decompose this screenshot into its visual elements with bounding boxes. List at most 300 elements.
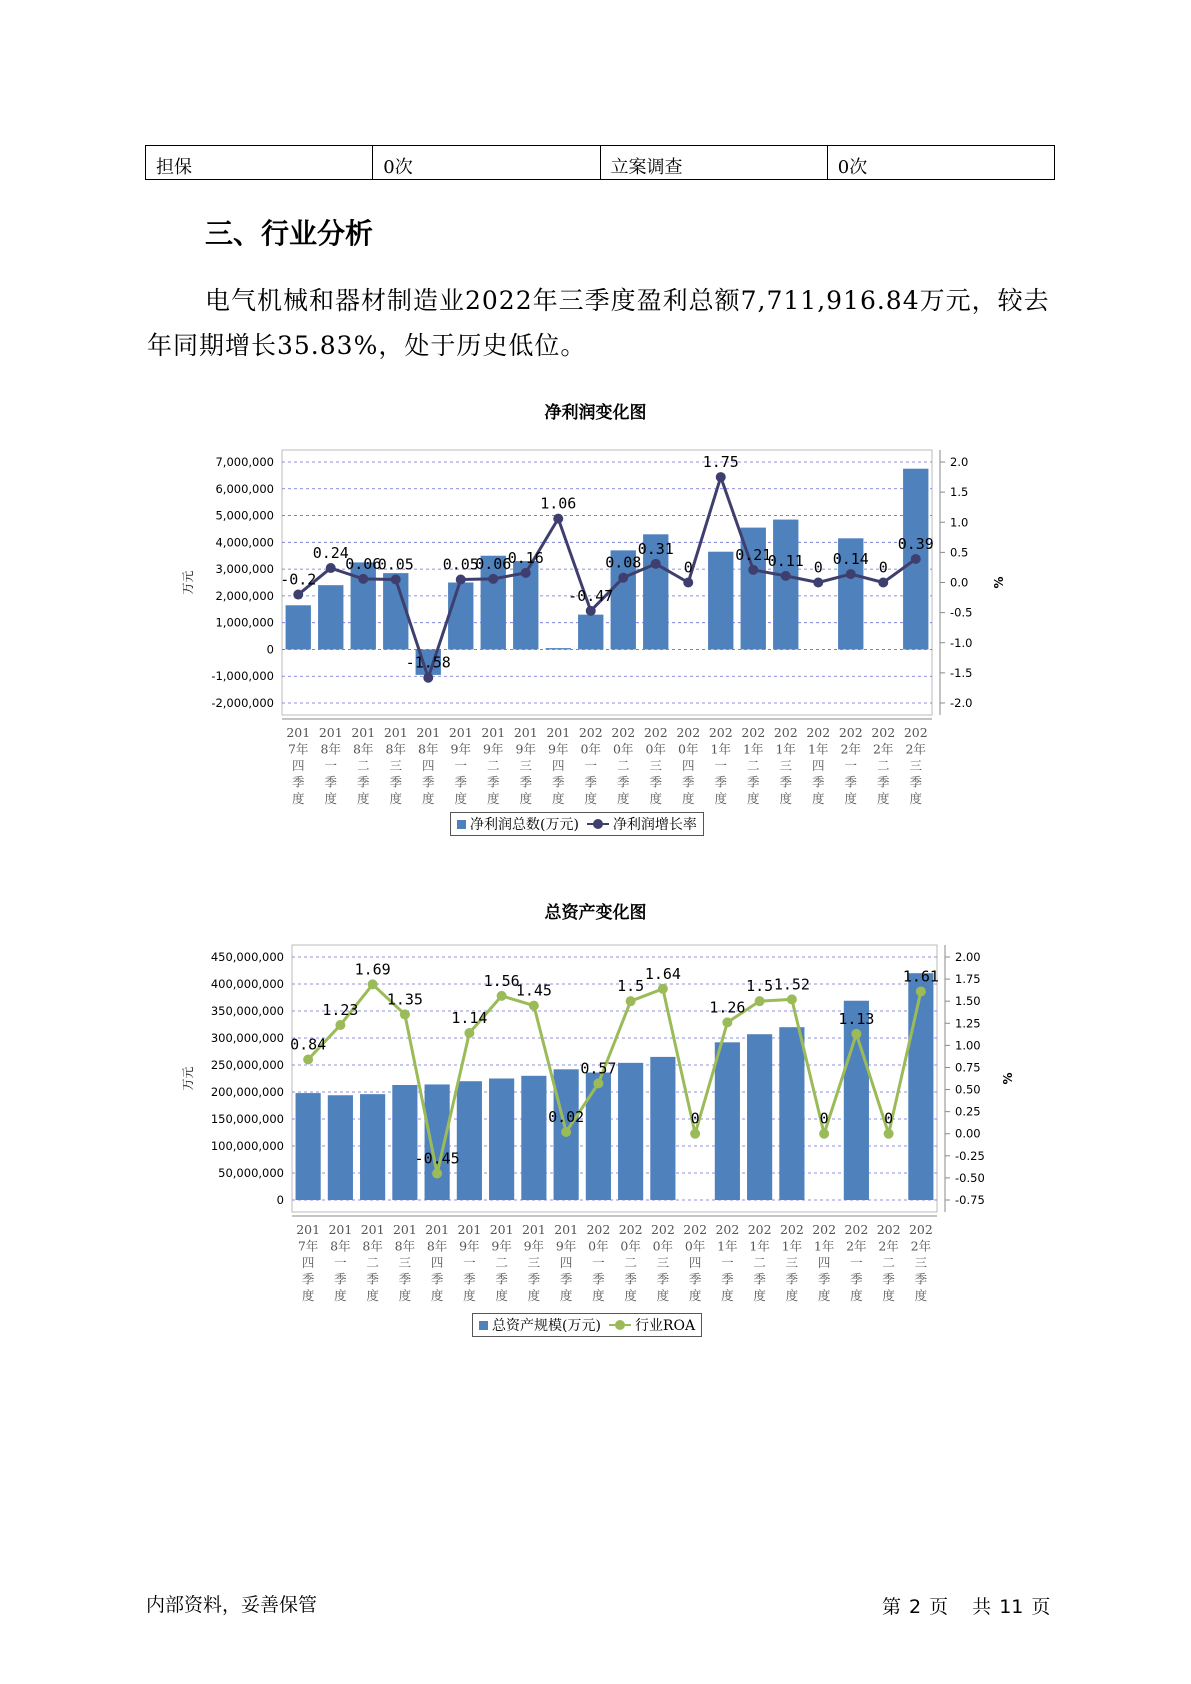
data-label: 1.56: [483, 971, 520, 990]
x-tick-label: 9年: [523, 1238, 545, 1254]
data-label: 1.13: [838, 1009, 875, 1028]
legend-line-swatch: [609, 1320, 631, 1330]
y2-tick-label: -1.5: [950, 665, 973, 680]
x-tick-label: 季: [721, 1271, 734, 1287]
y-tick-label: 50,000,000: [218, 1166, 284, 1180]
x-tick-label: 0年: [588, 1238, 609, 1254]
x-tick-label: 度: [463, 1288, 476, 1303]
y2-axis-label: %: [992, 576, 1006, 589]
x-tick-label: 202: [683, 1222, 708, 1237]
bar: [489, 1079, 514, 1201]
x-tick-label: 季: [817, 1271, 831, 1287]
x-tick-label: 202: [903, 725, 928, 740]
x-tick-label: 202: [715, 1222, 740, 1237]
line-point: [358, 574, 368, 584]
x-tick-label: 季: [454, 774, 468, 790]
footer-page-number: [882, 1592, 1058, 1619]
y2-tick-label: 0.50: [955, 1082, 981, 1097]
x-tick-label: 季: [914, 1271, 928, 1287]
bar: [546, 648, 571, 649]
x-tick-label: 二: [876, 758, 890, 773]
plot-area: [282, 450, 932, 715]
x-tick-label: 二: [882, 1255, 895, 1270]
line-point: [755, 996, 765, 1006]
x-tick-label: 1年: [813, 1238, 835, 1254]
legend-bar-label: 净利润总数(万元): [470, 817, 579, 833]
data-label: 0: [690, 1109, 700, 1128]
x-tick-label: 202: [871, 725, 896, 740]
x-tick-label: 三: [527, 1255, 541, 1270]
data-label: 1.14: [451, 1008, 488, 1027]
y-tick-label: 0: [266, 642, 274, 657]
x-tick-label: 季: [584, 774, 598, 790]
x-tick-label: 季: [334, 1271, 347, 1287]
x-tick-label: 二: [366, 1255, 379, 1270]
bar: [715, 1042, 740, 1200]
x-tick-label: 8年: [418, 741, 439, 757]
x-tick-label: 202: [806, 725, 831, 740]
x-tick-label: 季: [850, 1271, 863, 1287]
x-tick-label: 四: [559, 1255, 573, 1270]
y2-tick-label: 1.50: [955, 994, 981, 1009]
x-tick-label: 0年: [620, 1238, 641, 1254]
data-label: 1.06: [540, 494, 577, 513]
x-tick-label: 202: [741, 725, 766, 740]
x-tick-label: 度: [844, 791, 858, 806]
line-point: [618, 573, 628, 583]
x-tick-label: 度: [688, 1288, 702, 1303]
total-unit: 页: [1031, 1596, 1051, 1618]
x-tick-label: 季: [495, 1271, 508, 1287]
x-tick-label: 三: [649, 758, 663, 773]
x-tick-label: 四: [291, 758, 305, 773]
bar: [586, 1073, 611, 1200]
bar: [457, 1081, 482, 1200]
x-tick-label: 202: [650, 1222, 675, 1237]
legend-bar-swatch: [457, 820, 466, 829]
x-tick-label: 201: [296, 1222, 321, 1237]
x-tick-label: 四: [688, 1255, 702, 1270]
x-tick-label: 202: [812, 1222, 837, 1237]
x-tick-label: 201: [360, 1222, 385, 1237]
x-tick-label: 季: [398, 1271, 412, 1287]
x-tick-label: 0年: [684, 1238, 706, 1254]
line-point: [488, 574, 498, 584]
data-label: 0.57: [580, 1059, 617, 1078]
x-tick-label: 度: [334, 1288, 347, 1303]
y-tick-label: 7,000,000: [215, 455, 274, 469]
footer-confidential: 内部资料，妥善保管: [146, 1594, 318, 1616]
x-tick-label: 季: [519, 774, 533, 790]
x-tick-label: 度: [746, 791, 760, 806]
data-label: 0.21: [735, 545, 772, 564]
x-tick-label: 二: [753, 1255, 766, 1270]
x-tick-label: 0年: [580, 741, 601, 757]
line-point: [293, 590, 303, 600]
x-tick-label: 季: [688, 1271, 702, 1287]
x-tick-label: 2年: [910, 1238, 932, 1254]
x-tick-label: 季: [624, 1271, 637, 1287]
data-label: 1.45: [515, 981, 552, 1000]
bar: [286, 605, 311, 649]
bar: [747, 1034, 772, 1200]
chart-1-legend: [450, 812, 704, 836]
x-tick-label: 度: [876, 791, 890, 806]
x-tick-label: 201: [392, 1222, 417, 1237]
line-point: [423, 673, 433, 683]
x-tick-label: 8年: [353, 741, 374, 757]
y-tick-label: -2,000,000: [211, 696, 274, 710]
x-tick-label: 2年: [840, 741, 861, 757]
x-tick-label: 0年: [613, 741, 634, 757]
x-tick-label: 202: [611, 725, 636, 740]
x-tick-label: 201: [286, 725, 311, 740]
x-tick-label: 度: [366, 1288, 379, 1303]
line-point: [878, 578, 888, 588]
x-tick-label: 季: [551, 774, 565, 790]
x-tick-label: 四: [681, 758, 695, 773]
x-tick-label: 度: [519, 791, 533, 806]
line-point: [497, 991, 507, 1001]
line-point: [748, 565, 758, 575]
x-tick-label: 季: [876, 774, 890, 790]
data-label: 0: [683, 558, 693, 577]
data-label: 0.84: [290, 1035, 327, 1054]
x-tick-label: 201: [328, 1222, 353, 1237]
bar: [318, 585, 343, 649]
x-tick-label: 度: [291, 791, 305, 806]
x-tick-label: 度: [850, 1288, 863, 1303]
x-tick-label: 202: [876, 1222, 901, 1237]
x-tick-label: 季: [301, 1271, 315, 1287]
y-tick-label: 3,000,000: [215, 562, 274, 577]
x-tick-label: 度: [495, 1288, 508, 1303]
data-label: 1.35: [386, 990, 423, 1009]
y2-tick-label: 1.5: [950, 485, 969, 500]
x-tick-label: 201: [481, 725, 506, 740]
x-tick-label: 202: [578, 725, 603, 740]
line-point: [432, 1168, 442, 1178]
x-tick-label: 度: [398, 1288, 412, 1303]
x-tick-label: 三: [909, 758, 923, 773]
x-tick-label: 度: [389, 791, 403, 806]
x-tick-label: 二: [746, 758, 760, 773]
bar: [392, 1085, 417, 1200]
legend-line-swatch: [587, 819, 609, 829]
x-tick-label: 三: [779, 758, 793, 773]
x-tick-label: 9年: [450, 741, 471, 757]
y2-tick-label: 1.0: [950, 515, 969, 530]
x-tick-label: 季: [421, 774, 435, 790]
section-title: 三、行业分析: [205, 217, 374, 250]
x-tick-label: 度: [324, 791, 338, 806]
x-tick-label: 0年: [652, 1238, 674, 1254]
x-tick-label: 度: [616, 791, 630, 806]
x-tick-label: 1年: [749, 1238, 770, 1254]
x-tick-label: 四: [551, 758, 565, 773]
x-tick-label: 度: [421, 791, 435, 806]
x-tick-label: 度: [454, 791, 468, 806]
y-tick-label: 450,000,000: [210, 950, 284, 964]
y-tick-label: 2,000,000: [215, 588, 274, 603]
data-label: 0.06: [475, 554, 512, 573]
y-tick-label: 350,000,000: [210, 1004, 284, 1018]
y2-tick-label: 0.0: [950, 575, 969, 590]
x-tick-label: 三: [785, 1255, 799, 1270]
x-tick-label: 7年: [297, 1238, 319, 1254]
x-tick-label: 度: [785, 1288, 799, 1303]
x-tick-label: 度: [592, 1288, 605, 1303]
x-tick-label: 度: [301, 1288, 315, 1303]
chart-2-legend: [472, 1313, 702, 1337]
y-tick-label: 300,000,000: [210, 1031, 284, 1045]
line-point: [916, 986, 926, 996]
y-tick-label: -1,000,000: [211, 669, 274, 684]
x-tick-label: 季: [779, 774, 793, 790]
line-point: [464, 1028, 474, 1038]
x-tick-label: 一: [850, 1255, 863, 1270]
x-tick-label: 四: [421, 758, 435, 773]
bar: [328, 1095, 353, 1200]
x-tick-label: 度: [551, 791, 565, 806]
bar: [618, 1063, 643, 1200]
x-tick-label: 度: [356, 791, 370, 806]
bar: [779, 1027, 804, 1200]
x-tick-label: 201: [351, 725, 376, 740]
y-tick-label: 4,000,000: [215, 535, 274, 550]
legend-line-label: 行业ROA: [634, 1318, 696, 1334]
x-tick-label: 季: [753, 1271, 766, 1287]
total-prefix: 共: [972, 1596, 992, 1618]
y2-tick-label: 0.00: [955, 1126, 981, 1141]
x-tick-label: 202: [708, 725, 733, 740]
line-point: [690, 1129, 700, 1139]
data-label: 1.69: [354, 960, 391, 979]
y-axis-label: 万元: [181, 570, 195, 595]
x-tick-label: 季: [785, 1271, 799, 1287]
x-tick-label: 0年: [678, 741, 699, 757]
y2-tick-label: 0.25: [955, 1104, 981, 1119]
x-tick-label: 季: [746, 774, 760, 790]
x-tick-label: 度: [817, 1288, 831, 1303]
x-tick-label: 2年: [846, 1238, 867, 1254]
x-tick-label: 季: [291, 774, 305, 790]
x-tick-label: 三: [656, 1255, 670, 1270]
y2-tick-label: -2.0: [950, 696, 973, 710]
x-tick-label: 一: [584, 758, 598, 773]
x-tick-label: 2年: [873, 741, 894, 757]
x-tick-label: 一: [721, 1255, 734, 1270]
data-label: 0: [813, 558, 823, 577]
x-tick-label: 二: [624, 1255, 637, 1270]
x-tick-label: 一: [463, 1255, 476, 1270]
x-tick-label: 202: [908, 1222, 933, 1237]
x-tick-label: 度: [486, 791, 500, 806]
line-point: [813, 578, 823, 588]
data-label: 0.06: [345, 554, 382, 573]
x-tick-label: 201: [457, 1222, 482, 1237]
x-tick-label: 季: [559, 1271, 573, 1287]
bar: [578, 615, 603, 650]
x-tick-label: 201: [513, 725, 538, 740]
x-tick-label: 季: [909, 774, 923, 790]
x-tick-label: 季: [844, 774, 858, 790]
y-tick-label: 100,000,000: [210, 1139, 284, 1153]
x-tick-label: 度: [779, 791, 793, 806]
x-tick-label: 二: [486, 758, 500, 773]
data-label: -1.58: [405, 653, 451, 672]
x-tick-label: 一: [844, 758, 858, 773]
line-point: [368, 979, 378, 989]
x-tick-label: 季: [389, 774, 403, 790]
line-point: [884, 1129, 894, 1139]
data-label: 1.52: [773, 975, 810, 994]
total-num: 11: [999, 1596, 1024, 1618]
x-tick-label: 度: [656, 1288, 670, 1303]
x-tick-label: 8年: [394, 1238, 416, 1254]
x-tick-label: 201: [546, 725, 571, 740]
x-tick-label: 1年: [781, 1238, 803, 1254]
x-tick-label: 2年: [905, 741, 926, 757]
analysis-paragraph: 电气机械和器材制造业2022年三季度盈利总额7,711,916.84万元，较去年同期增长35.83%，处于历史低位。: [147, 286, 1050, 360]
line-point: [683, 578, 693, 588]
x-tick-label: 度: [753, 1288, 766, 1303]
table-cell-guarantee-label: 担保: [146, 146, 373, 180]
line-point: [553, 514, 563, 524]
x-tick-label: 度: [909, 791, 923, 806]
x-tick-label: 季: [811, 774, 825, 790]
y-tick-label: 400,000,000: [210, 977, 284, 991]
x-tick-label: 7年: [288, 741, 309, 757]
data-label: 0.02: [548, 1107, 585, 1126]
x-tick-label: 季: [681, 774, 695, 790]
y2-tick-label: -0.25: [955, 1148, 985, 1163]
data-label: 1.61: [902, 967, 939, 986]
x-tick-label: 季: [463, 1271, 476, 1287]
data-label: 0.31: [637, 539, 674, 558]
x-tick-label: 9年: [491, 1238, 512, 1254]
line-point: [303, 1055, 313, 1065]
x-tick-label: 202: [773, 725, 798, 740]
y2-tick-label: -1.0: [950, 635, 973, 650]
x-tick-label: 202: [643, 725, 668, 740]
line-point: [846, 569, 856, 579]
chart-2-title: 总资产变化图: [544, 903, 647, 923]
data-label: 0: [884, 1109, 894, 1128]
x-tick-label: 1年: [808, 741, 829, 757]
line-point: [391, 574, 401, 584]
x-tick-label: 度: [914, 1288, 928, 1303]
net-profit-chart: [0, 420, 1191, 860]
bar: [425, 1084, 450, 1200]
x-tick-label: 202: [747, 1222, 772, 1237]
chart-1-title: 净利润变化图: [544, 403, 647, 423]
x-tick-label: 一: [454, 758, 468, 773]
data-label: 0.39: [897, 535, 934, 554]
data-label: 0.24: [312, 544, 349, 563]
line-point: [521, 568, 531, 578]
x-tick-label: 度: [681, 791, 695, 806]
line-point: [716, 472, 726, 482]
data-label: 1.5: [617, 977, 645, 996]
x-tick-label: 9年: [555, 1238, 577, 1254]
x-tick-label: 季: [486, 774, 500, 790]
x-tick-label: 1年: [717, 1238, 738, 1254]
y2-axis-label: %: [1001, 1072, 1015, 1085]
x-tick-label: 度: [584, 791, 598, 806]
line-point: [593, 1078, 603, 1088]
line-point: [787, 994, 797, 1004]
x-tick-label: 一: [334, 1255, 347, 1270]
line-point: [911, 554, 921, 564]
data-label: 0.05: [377, 555, 414, 574]
x-tick-label: 二: [616, 758, 630, 773]
x-tick-label: 度: [559, 1288, 573, 1303]
x-tick-label: 0年: [645, 741, 666, 757]
x-tick-label: 202: [676, 725, 701, 740]
x-tick-label: 1年: [775, 741, 796, 757]
data-label: -0.45: [414, 1149, 460, 1168]
data-label: 0: [819, 1109, 829, 1128]
x-tick-label: 201: [318, 725, 343, 740]
x-tick-label: 三: [914, 1255, 928, 1270]
data-label: 0.16: [507, 548, 544, 567]
y2-tick-label: 2.00: [955, 950, 981, 964]
table-cell-investigation-value: 0次: [827, 146, 1054, 180]
x-tick-label: 8年: [320, 741, 341, 757]
x-tick-label: 三: [398, 1255, 412, 1270]
bar: [650, 1057, 675, 1200]
x-tick-label: 9年: [459, 1238, 480, 1254]
x-tick-label: 202: [844, 1222, 869, 1237]
page-prefix: 第: [882, 1596, 902, 1618]
x-tick-label: 四: [430, 1255, 444, 1270]
line-point: [326, 563, 336, 573]
y-tick-label: 150,000,000: [210, 1112, 284, 1126]
x-tick-label: 201: [448, 725, 473, 740]
x-tick-label: 度: [882, 1288, 895, 1303]
y2-tick-label: 1.00: [955, 1038, 981, 1053]
data-label: 1.26: [709, 998, 746, 1017]
line-point: [851, 1029, 861, 1039]
y-tick-label: 250,000,000: [210, 1058, 284, 1072]
x-tick-label: 度: [811, 791, 825, 806]
y2-tick-label: -0.50: [955, 1170, 985, 1185]
x-tick-label: 9年: [515, 741, 536, 757]
x-tick-label: 季: [882, 1271, 895, 1287]
y-tick-label: 5,000,000: [215, 508, 274, 523]
bar: [773, 520, 798, 650]
x-tick-label: 季: [356, 774, 370, 790]
x-tick-label: 201: [554, 1222, 579, 1237]
x-tick-label: 9年: [483, 741, 504, 757]
y2-tick-label: 2.0: [950, 455, 969, 469]
data-label: 0.14: [832, 550, 869, 569]
x-tick-label: 8年: [362, 1238, 383, 1254]
data-label: -0.2: [280, 570, 317, 589]
x-tick-label: 202: [838, 725, 863, 740]
page-unit: 页: [929, 1596, 949, 1618]
x-tick-label: 1年: [743, 741, 764, 757]
x-tick-label: 201: [489, 1222, 514, 1237]
x-tick-label: 季: [656, 1271, 670, 1287]
x-tick-label: 季: [324, 774, 338, 790]
x-tick-label: 201: [425, 1222, 450, 1237]
line-point: [651, 559, 661, 569]
line-point: [335, 1020, 345, 1030]
line-point: [529, 1001, 539, 1011]
x-tick-label: 季: [430, 1271, 444, 1287]
